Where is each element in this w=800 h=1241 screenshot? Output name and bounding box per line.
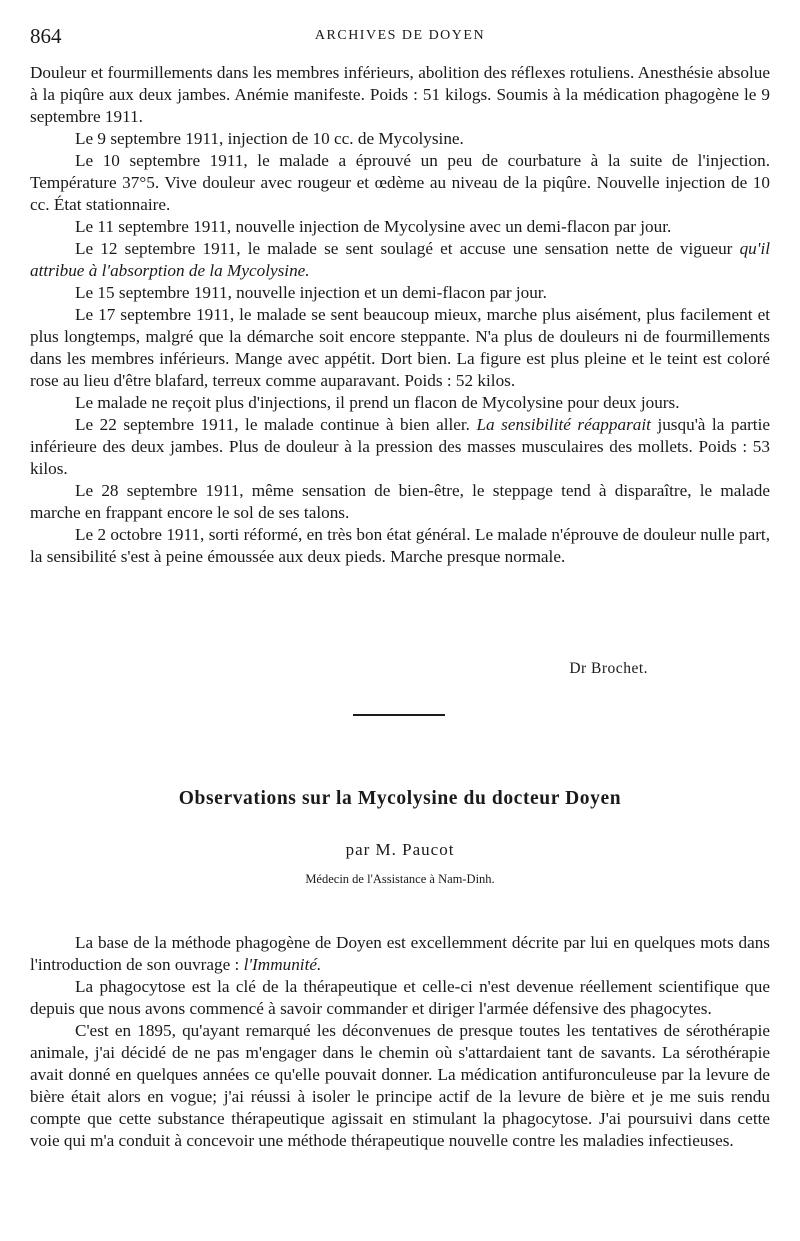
page-header xyxy=(30,24,770,50)
paragraph: Le 17 septembre 1911, le malade se sent beaucoup mieux, marche plus aisément, plus facilement et plus longtemps, malgré que la démarche soit encore steppante. N'a plus de douleurs ni de fourmillements dans les membres inférieurs. Mange avec appétit. Dort bien. La figure est plus pleine et le teint est coloré rose au lieu d'être blafard, terreux comme auparavant. Poids : 52 kilos. xyxy=(30,305,770,390)
paragraph: Le 28 septembre 1911, même sensation de bien-être, le steppage tend à disparaître, le malade marche en frappant encore le sol de ses talons. xyxy=(30,481,770,522)
paragraph: La base de la méthode phagogène de Doyen est excellemment décrite par lui en quelques mots dans l'introduction de son ouvrage : l'Immunité. xyxy=(30,933,770,974)
paragraph: La phagocytose est la clé de la thérapeutique et celle-ci n'est devenue réellement scientifique que depuis que nous avons commencé à savoir commander et diriger l'armée défensive des phagocytes. xyxy=(30,977,770,1018)
author-affiliation: Médecin de l'Assistance à Nam-Dinh. xyxy=(305,872,495,886)
paragraph: Le 11 septembre 1911, nouvelle injection de Mycolysine avec un demi-flacon par jour. xyxy=(75,217,672,236)
paragraph: Douleur et fourmillements dans les membres inférieurs, abolition des réflexes rotuliens. Anesthésie absolue à la piqûre aux deux jambes. Anémie manifeste. Poids : 51 kilogs. Soumis à la médication phagogène le 9 septembre 1911. xyxy=(30,63,770,126)
paragraph: C'est en 1895, qu'ayant remarqué les déconvenues de presque toutes les tentatives de sérothérapie animale, j'ai décidé de ne pas m'engager dans le chemin où s'attardaient tant de savants. La sérothérapie avait donné en quelques années ce qu'elle pouvait donner. La médication antifuronculeuse par la levure de bière était alors en vogue; j'ai réussi à isoler le principe actif de la levure de bière et je me suis rendu compte que cette substance thérapeutique agissait en stimulant la phagocytose. J'ai poursuivi dans cette voie qui m'a conduit à concevoir une méthode thérapeutique nouvelle contre les maladies infectieuses. xyxy=(30,1021,770,1150)
article-title: Observations sur la Mycolysine du docteur Doyen xyxy=(178,788,622,809)
case-report-text xyxy=(30,62,770,568)
paragraph: Le 15 septembre 1911, nouvelle injection et un demi-flacon par jour. xyxy=(75,283,547,302)
paragraph: Le malade ne reçoit plus d'injections, il prend un flacon de Mycolysine pour deux jours. xyxy=(75,393,680,412)
paragraph: Le 9 septembre 1911, injection de 10 cc. de Mycolysine. xyxy=(75,129,464,148)
paragraph: Le 22 septembre 1911, le malade continue à bien aller. La sensibilité réapparait jusqu'à la partie inférieure des deux jambes. Plus de douleur à la pression des masses musculaires des mollets. Poids : 53 kilos. xyxy=(30,415,770,478)
paragraph: Le 12 septembre 1911, le malade se sent soulagé et accuse une sensation nette de vigueur qu'il attribue à l'absorption de la Mycolysine. xyxy=(30,239,770,280)
article-author: par M. Paucot xyxy=(345,840,455,859)
article-text xyxy=(30,932,770,1152)
page-number: 864 xyxy=(30,24,62,48)
section-divider xyxy=(353,714,445,716)
paragraph: Le 10 septembre 1911, le malade a éprouvé un peu de courbature à la suite de l'injection. Température 37°5. Vive douleur avec rougeur et œdème au niveau de la piqûre. Nouvelle injection de 10 cc. État stationnaire. xyxy=(30,151,770,214)
running-head: ARCHIVES DE DOYEN xyxy=(314,28,486,43)
paragraph: Le 2 octobre 1911, sorti réformé, en très bon état général. Le malade n'éprouve de douleur nulle part, la sensibilité s'est à peine émoussée aux deux pieds. Marche presque normale. xyxy=(30,525,770,566)
signature: Dr Brochet. xyxy=(569,660,648,677)
